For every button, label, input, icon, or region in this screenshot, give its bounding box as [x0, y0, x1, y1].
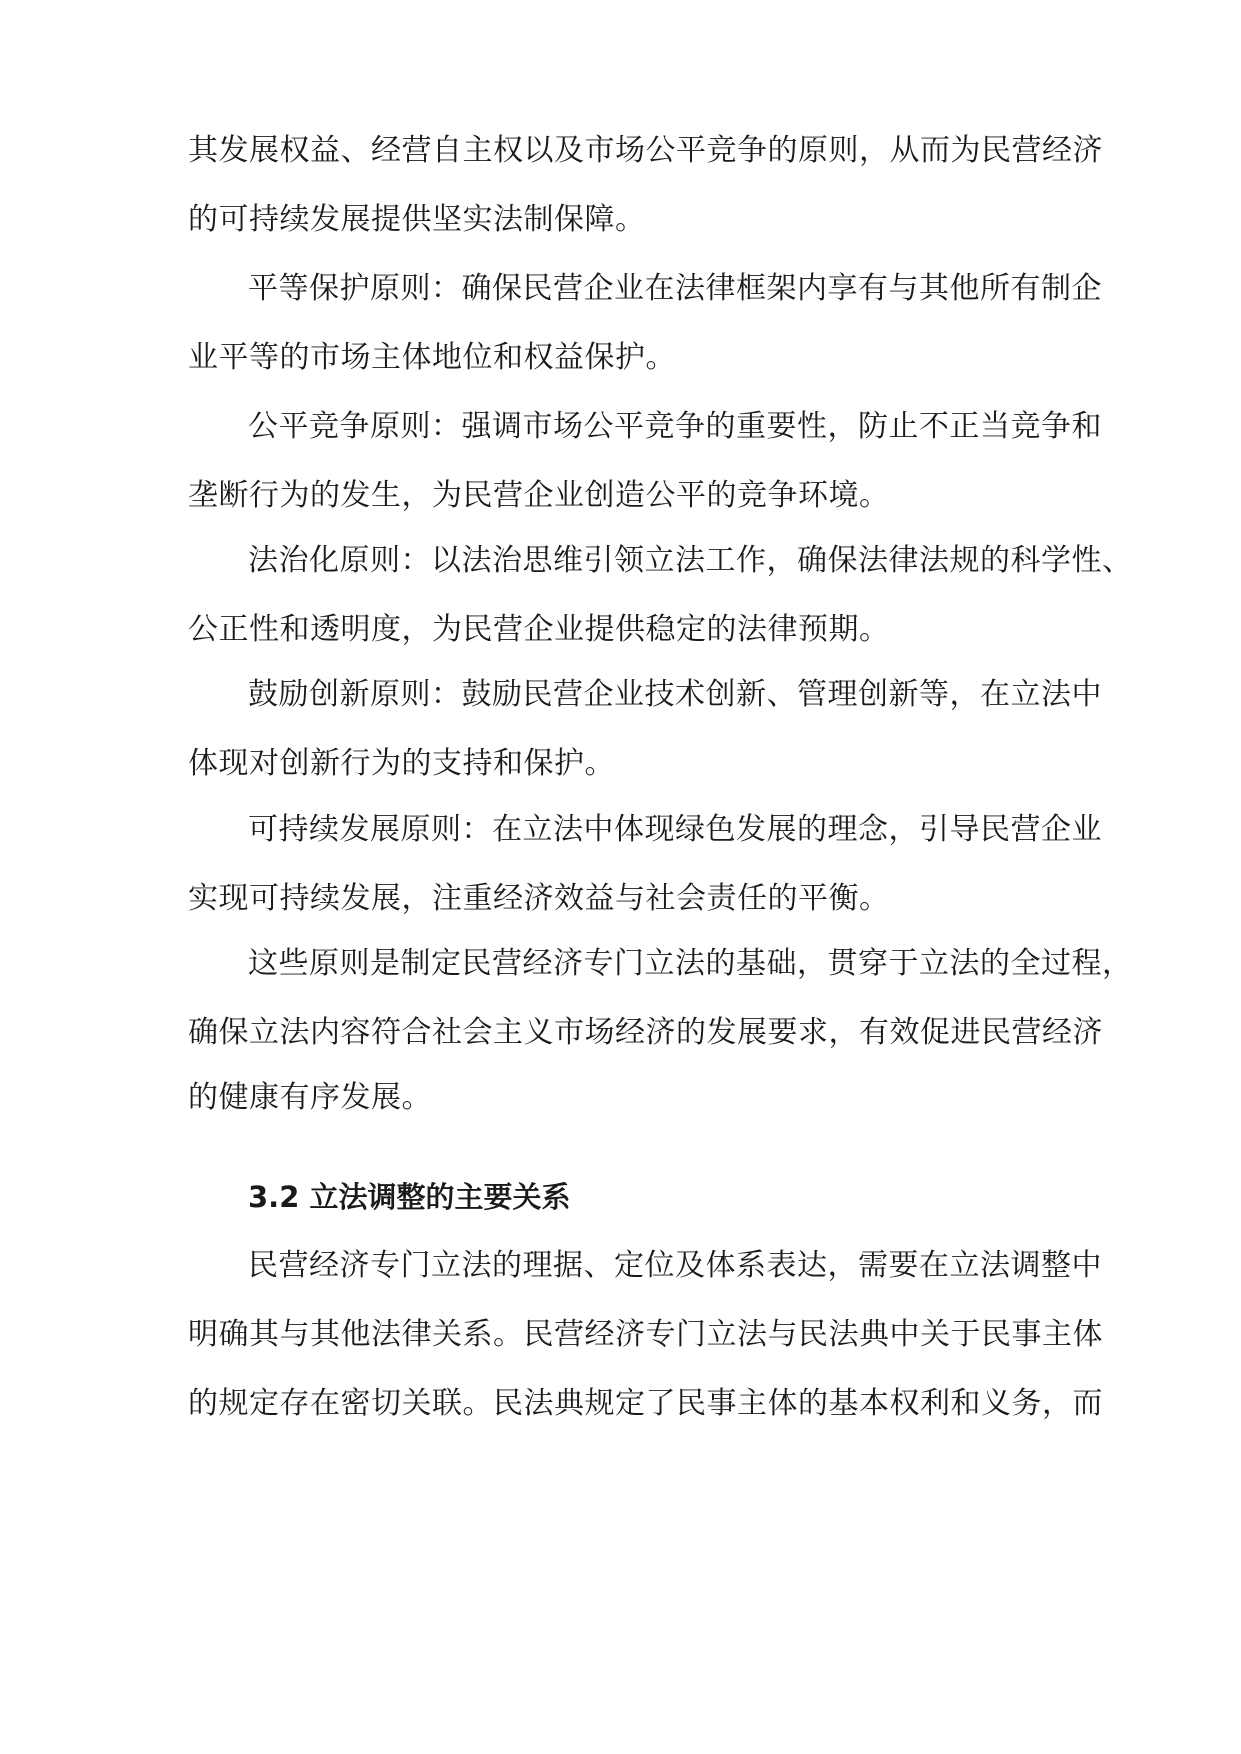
- paragraph-line: 可持续发展原则：在立法中体现绿色发展的理念，引导民营企业: [248, 812, 1102, 847]
- paragraph-line: 民营经济专门立法的理据、定位及体系表达，需要在立法调整中: [248, 1248, 1102, 1283]
- paragraph-line: 法治化原则：以法治思维引领立法工作，确保法律法规的科学性、: [248, 543, 1133, 578]
- paragraph-line: 确保立法内容符合社会主义市场经济的发展要求，有效促进民营经济: [188, 1015, 1103, 1050]
- paragraph-line: 其发展权益、经营自主权以及市场公平竞争的原则，从而为民营经济: [188, 133, 1103, 168]
- paragraph-line: 的规定存在密切关联。民法典规定了民事主体的基本权利和义务，而: [188, 1386, 1103, 1421]
- paragraph-line: 公正性和透明度，为民营企业提供稳定的法律预期。: [188, 612, 890, 647]
- paragraph-line: 垄断行为的发生，为民营企业创造公平的竞争环境。: [188, 478, 890, 513]
- paragraph-line: 鼓励创新原则：鼓励民营企业技术创新、管理创新等，在立法中: [248, 677, 1102, 712]
- paragraph-line: 公平竞争原则：强调市场公平竞争的重要性，防止不正当竞争和: [248, 409, 1102, 444]
- paragraph-line: 体现对创新行为的支持和保护。: [188, 746, 615, 781]
- paragraph-line: 业平等的市场主体地位和权益保护。: [188, 340, 676, 375]
- paragraph-line: 实现可持续发展，注重经济效益与社会责任的平衡。: [188, 881, 890, 916]
- paragraph-line: 明确其与其他法律关系。民营经济专门立法与民法典中关于民事主体: [188, 1317, 1103, 1352]
- paragraph-line: 的可持续发展提供坚实法制保障。: [188, 202, 646, 237]
- paragraph-line: 的健康有序发展。: [188, 1080, 432, 1115]
- paragraph-line: 平等保护原则：确保民营企业在法律框架内享有与其他所有制企: [248, 271, 1102, 306]
- paragraph-line: 这些原则是制定民营经济专门立法的基础，贯穿于立法的全过程，: [248, 946, 1133, 981]
- section-heading: 3.2 立法调整的主要关系: [248, 1180, 571, 1214]
